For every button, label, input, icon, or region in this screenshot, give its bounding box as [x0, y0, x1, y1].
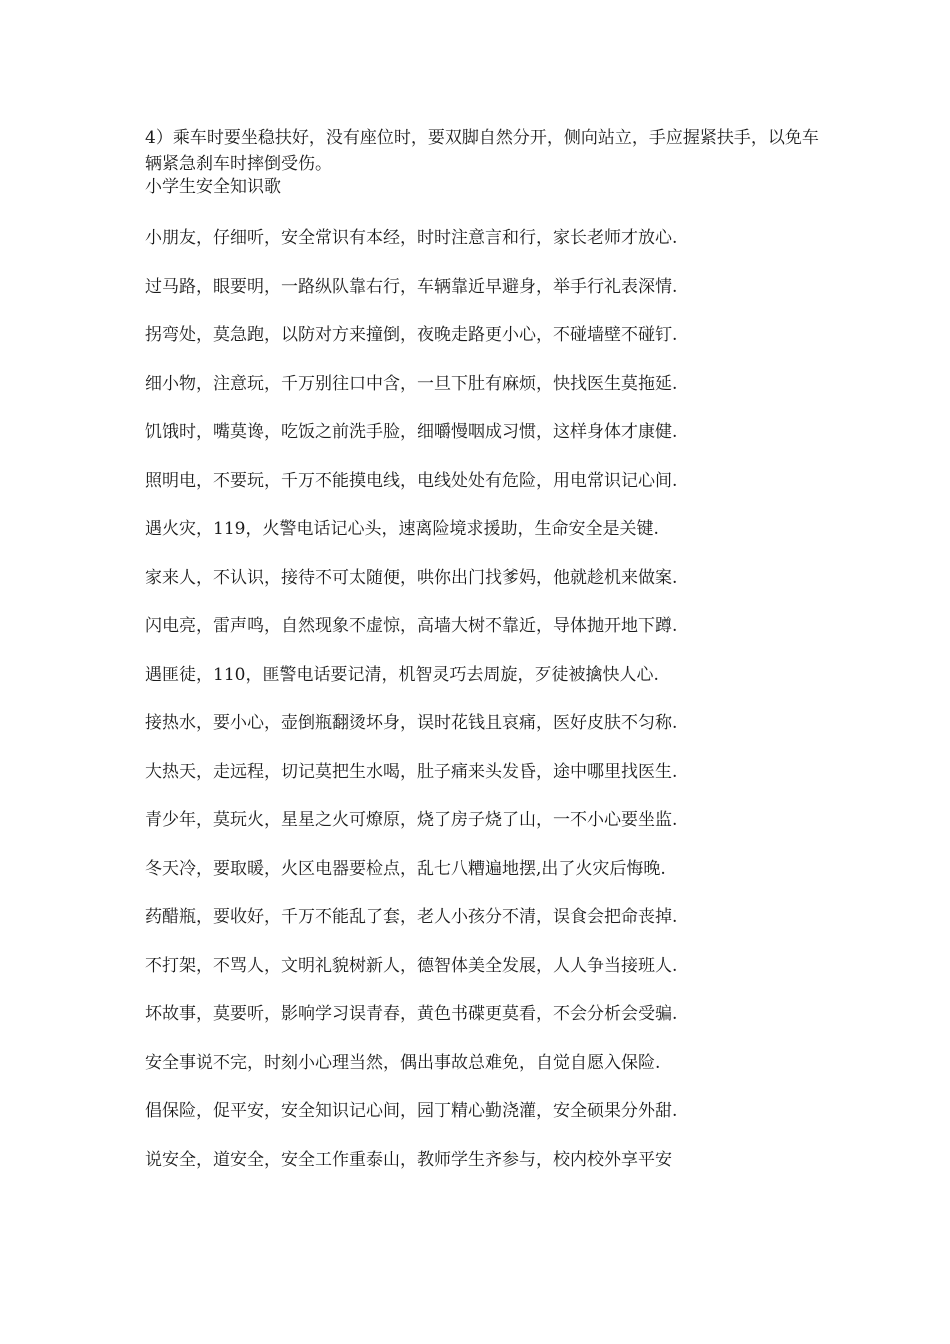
- song-title: 小学生安全知识歌: [145, 177, 281, 197]
- verse-line: 安全事说不完，时刻小心理当然，偶出事故总难免，自觉自愿入保险.: [145, 1052, 661, 1073]
- verse-list: [145, 226, 677, 1196]
- verse-line: 冬天冷，要取暖，火区电器要检点，乱七八糟遍地摆,出了火灾后悔晚.: [145, 858, 666, 879]
- verse-line: 拐弯处，莫急跑，以防对方来撞倒，夜晚走路更小心，不碰墙壁不碰钉.: [145, 325, 678, 345]
- verse-line: 不打架，不骂人，文明礼貌树新人，德智体美全发展，人人争当接班人.: [145, 955, 678, 976]
- verse-line: 饥饿时，嘴莫谗，吃饭之前洗手脸，细嚼慢咽成习惯，这样身体才康健.: [145, 422, 678, 442]
- verse-line: 照明电，不要玩，千万不能摸电线，电线处处有危险，用电常识记心间.: [145, 470, 678, 491]
- verse-line: 遇匪徒，110，匪警电话要记清，机智灵巧去周旋，歹徒被擒快人心.: [145, 664, 659, 685]
- verse-line: 小朋友，仔细听，安全常识有本经，时时注意言和行，家长老师才放心.: [145, 228, 678, 248]
- intro-paragraph: 4）乘车时要坐稳扶好，没有座位时，要双脚自然分开，侧向站立，手应握紧扶手，以免车辆紧急刹车时摔倒受伤。: [145, 128, 819, 174]
- verse-line: 药醋瓶，要收好，千万不能乱了套，老人小孩分不清，误食会把命丧掉.: [145, 907, 678, 927]
- verse-line: 倡保险，促平安，安全知识记心间，园丁精心勤浇灌，安全硕果分外甜.: [145, 1101, 678, 1121]
- verse-line: 遇火灾，119，火警电话记心头，速离险境求援助，生命安全是关键.: [145, 519, 659, 539]
- verse-line: 闪电亮，雷声鸣，自然现象不虚惊，高墙大树不靠近，导体抛开地下蹲.: [145, 616, 678, 636]
- verse-line: 家来人，不认识，接待不可太随便，哄你出门找爹妈，他就趁机来做案.: [145, 567, 678, 588]
- verse-line: 过马路，眼要明，一路纵队靠右行，车辆靠近早避身，举手行礼表深情.: [145, 276, 678, 297]
- verse-line: 坏故事，莫要听，影响学习误青春，黄色书碟更莫看，不会分析会受骗.: [145, 1004, 678, 1024]
- verse-line: 说安全，道安全，安全工作重泰山，教师学生齐参与，校内校外享平安: [145, 1149, 672, 1170]
- verse-line: 细小物，注意玩，千万别往口中含，一旦下肚有麻烦，快找医生莫拖延.: [145, 373, 678, 394]
- verse-line: 青少年，莫玩火，星星之火可燎原，烧了房子烧了山，一不小心要坐监.: [145, 810, 678, 830]
- verse-line: 接热水，要小心，壶倒瓶翻烫坏身，误时花钱且哀痛，医好皮肤不匀称.: [145, 713, 678, 733]
- verse-line: 大热天，走远程，切记莫把生水喝，肚子痛来头发昏，途中哪里找医生.: [145, 761, 678, 782]
